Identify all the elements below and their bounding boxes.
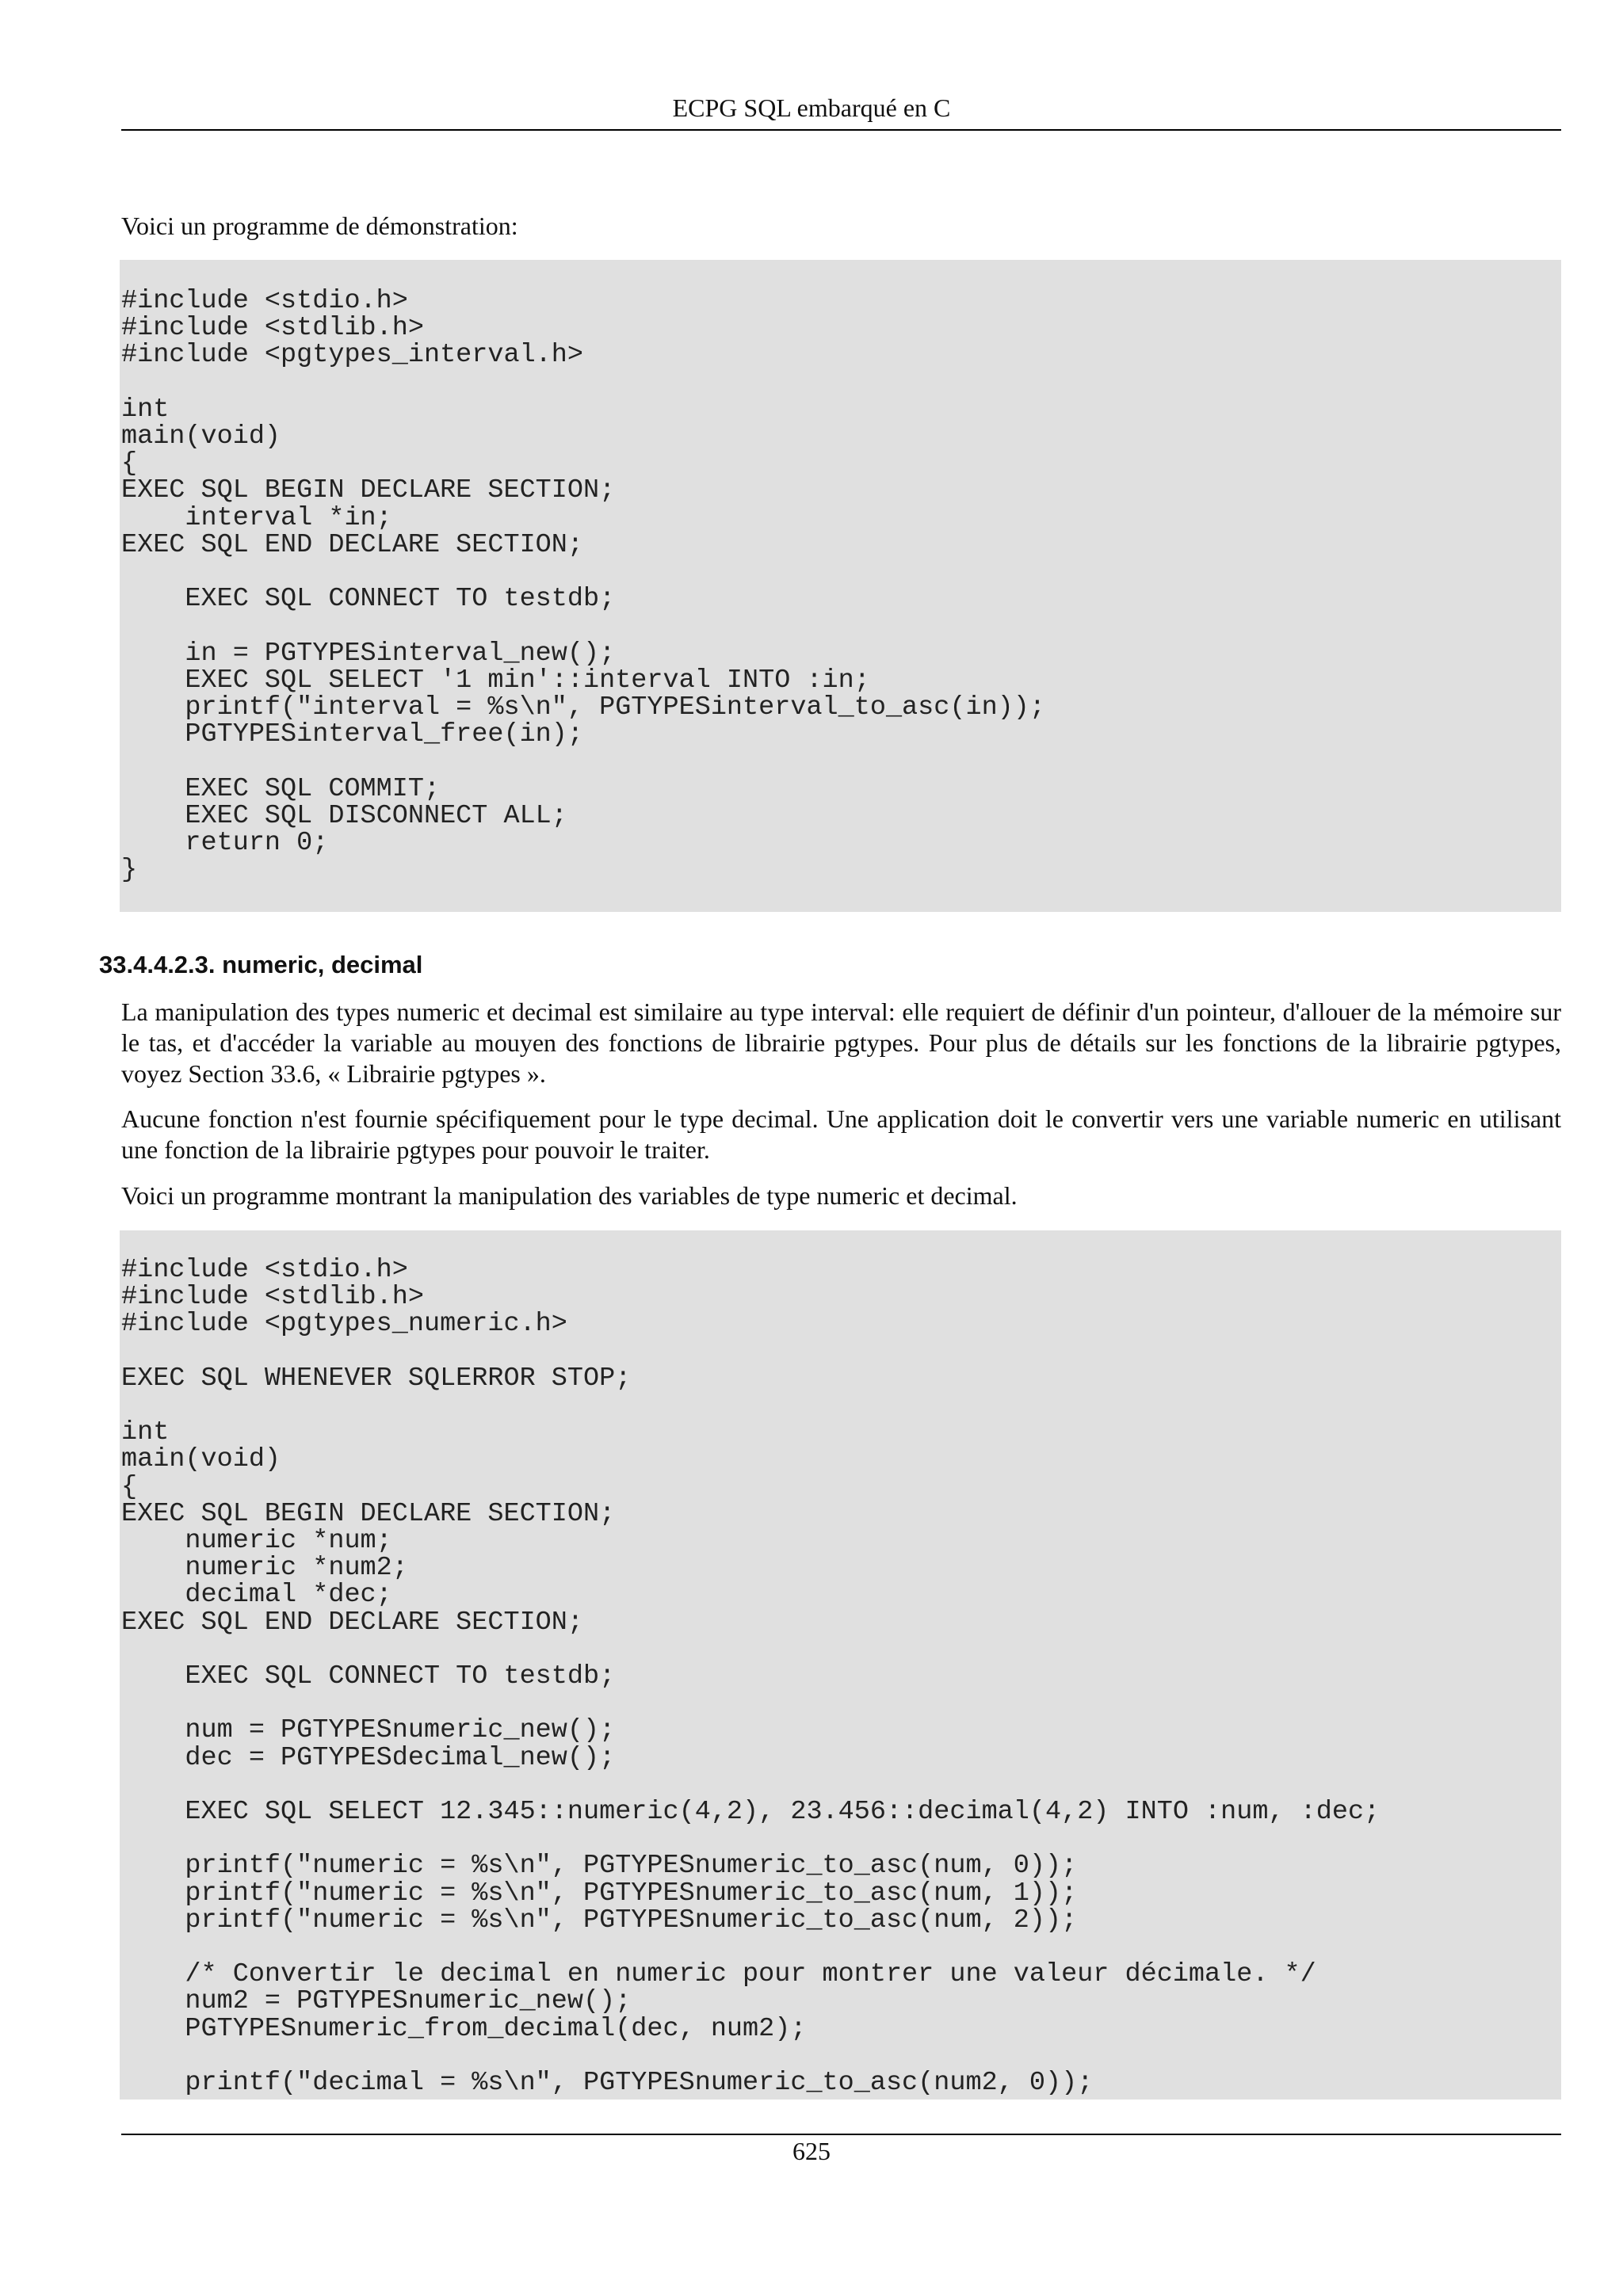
paragraph: La manipulation des types numeric et decimal est similaire au type interval: elle requiert de définir d'un pointeur, d'allouer de la mémoire sur le tas, et d'accéder la variable au mouyen des fonctions de librairie pgtypes. Pour plus de détails sur les fonctions de la librairie pgtypes, voyez Section 33.6, « Librairie pgtypes ». bbox=[121, 997, 1561, 1088]
footer-rule bbox=[121, 2134, 1561, 2135]
paragraph: Voici un programme montrant la manipulation des variables de type numeric et decimal. bbox=[121, 1181, 1018, 1210]
code-block-numeric bbox=[120, 1230, 1561, 2100]
running-header: ECPG SQL embarqué en C bbox=[672, 93, 951, 122]
section-heading: 33.4.4.2.3. numeric, decimal bbox=[99, 951, 423, 978]
code-block-interval bbox=[120, 260, 1561, 912]
code-listing: #include <stdio.h> #include <stdlib.h> #include <pgtypes_numeric.h> EXEC SQL WHENEVER SQLERROR STOP; int main(void) { EXEC SQL BEGIN DECLARE SECTION; numeric *num; numeric *num2; decimal *dec; EXEC SQL END DECLARE SECTION; EXEC SQL CONNECT TO testdb; num = PGTYPESnumeric_new(); dec = PGTYPESdecimal_new(); EXEC SQL SELECT 12.345::numeric(4,2), 23.456::decimal(4,2) INTO :num, :dec; printf("numeric = %s\n", PGTYPESnumeric_to_asc(num, 0)); printf("numeric = %s\n", PGTYPESnumeric_to_asc(num, 1)); printf("numeric = %s\n", PGTYPESnumeric_to_asc(num, 2)); /* Convertir le decimal en numeric pour montrer une valeur décimale. */ num2 = PGTYPESnumeric_new(); PGTYPESnumeric_from_decimal(dec, num2); printf("decimal = %s\n", PGTYPESnumeric_to_asc(num2, 0)); bbox=[121, 1255, 1381, 2099]
page-number: 625 bbox=[792, 2137, 831, 2165]
intro-paragraph: Voici un programme de démonstration: bbox=[121, 212, 518, 240]
code-listing: #include <stdio.h> #include <stdlib.h> #include <pgtypes_interval.h> int main(void) { EXEC SQL BEGIN DECLARE SECTION; interval *in; EXEC SQL END DECLARE SECTION; EXEC SQL CONNECT TO testdb; in = PGTYPESinterval_new(); EXEC SQL SELECT '1 min'::interval INTO :in; printf("interval = %s\n", PGTYPESinterval_to_asc(in)); PGTYPESinterval_free(in); EXEC SQL COMMIT; EXEC SQL DISCONNECT ALL; return 0; } bbox=[121, 286, 1045, 886]
header-rule bbox=[121, 129, 1561, 131]
paragraph: Aucune fonction n'est fournie spécifiquement pour le type decimal. Une application doit le convertir vers une variable numeric en utilisant une fonction de la librairie pgtypes pour pouvoir le traiter. bbox=[121, 1104, 1561, 1164]
